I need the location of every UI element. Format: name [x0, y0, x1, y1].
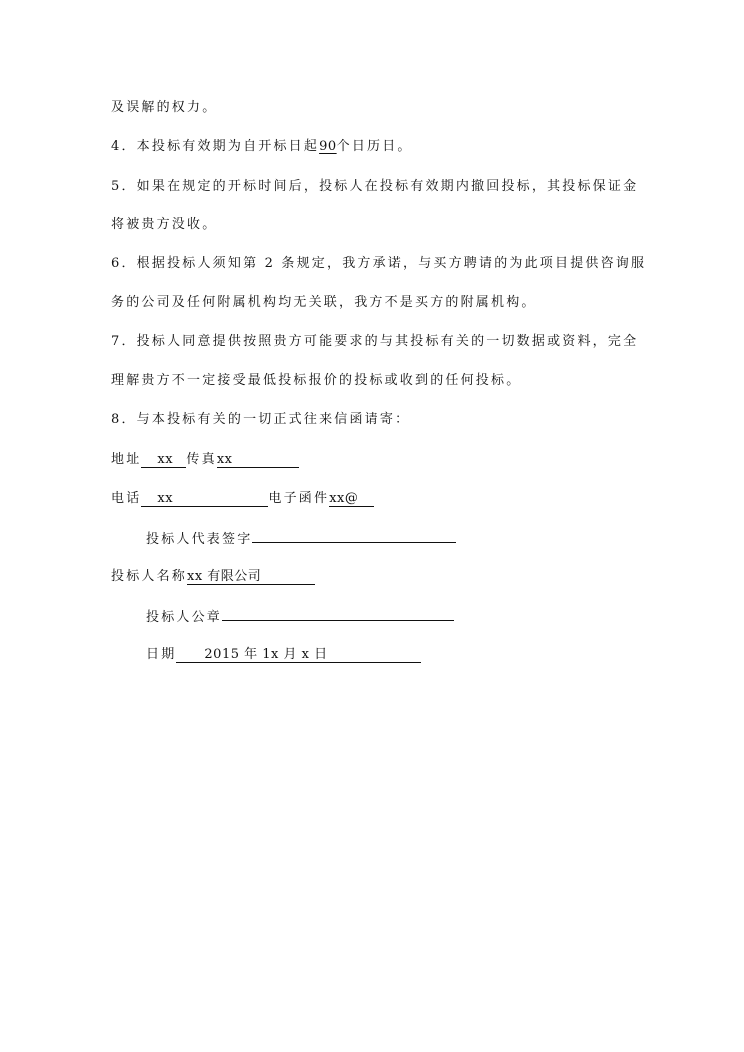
paragraph-7-line-2 — [111, 373, 521, 389]
bidder-name-row — [111, 569, 315, 585]
paragraph-5-text-1: 5．如果在规定的开标时间后，投标人在投标有效期内撤回投标，其投标保证金 — [111, 179, 639, 194]
bidder-name-label: 投标人名称 — [111, 569, 188, 584]
bidder-seal-field[interactable] — [222, 608, 454, 621]
date-field[interactable]: 2015 年 1x 月 x 日 — [176, 648, 421, 663]
date-row — [146, 647, 421, 663]
paragraph-7-text-1: 7．投标人同意提供按照贵方可能要求的与其投标有关的一切数据或资料，完全 — [111, 334, 639, 349]
validity-days-value: 90 — [319, 139, 337, 154]
representative-signature-field[interactable] — [252, 530, 456, 543]
bidder-seal-label: 投标人公章 — [146, 610, 223, 625]
paragraph-4-text-before: 4．本投标有效期为自开标日起 — [111, 139, 320, 154]
paragraph-6-line-1 — [111, 256, 646, 272]
date-label: 日期 — [146, 647, 177, 662]
paragraph-6-text-2: 务的公司及任何附属机构均无关联，我方不是买方的附属机构。 — [111, 295, 537, 310]
phone-label: 电话 — [111, 491, 142, 506]
paragraph-5-line-1 — [111, 179, 638, 195]
paragraph-continuation — [111, 100, 217, 116]
fax-field[interactable]: xx — [217, 453, 299, 468]
phone-email-row — [111, 491, 374, 507]
paragraph-7-line-1 — [111, 334, 638, 350]
paragraph-4-text-after: 个日历日。 — [336, 139, 413, 154]
email-label: 电子函件 — [268, 491, 330, 506]
bidder-name-field[interactable]: xx 有限公司 — [187, 570, 315, 585]
fax-label: 传真 — [186, 452, 217, 467]
phone-field[interactable]: xx — [141, 492, 268, 507]
address-fax-row — [111, 452, 299, 468]
paragraph-5-line-2 — [111, 217, 217, 233]
email-field[interactable]: xx@ — [329, 492, 374, 507]
paragraph-5-text-2: 将被贵方没收。 — [111, 217, 218, 232]
bidder-seal-row — [146, 608, 454, 626]
paragraph-6-line-2 — [111, 295, 537, 311]
paragraph-8 — [111, 412, 410, 428]
address-field[interactable]: xx — [141, 453, 186, 468]
paragraph-4 — [111, 139, 413, 155]
paragraph-8-text: 8．与本投标有关的一切正式往来信函请寄： — [111, 412, 411, 427]
paragraph-continuation-text: 及误解的权力。 — [111, 100, 218, 115]
representative-signature-label: 投标人代表签字 — [146, 532, 253, 547]
paragraph-7-text-2: 理解贵方不一定接受最低投标报价的投标或收到的任何投标。 — [111, 373, 522, 388]
representative-signature-row — [146, 530, 456, 548]
paragraph-6-text-1: 6．根据投标人须知第 2 条规定，我方承诺，与买方聘请的为此项目提供咨询服 — [111, 256, 647, 271]
address-label: 地址 — [111, 452, 142, 467]
